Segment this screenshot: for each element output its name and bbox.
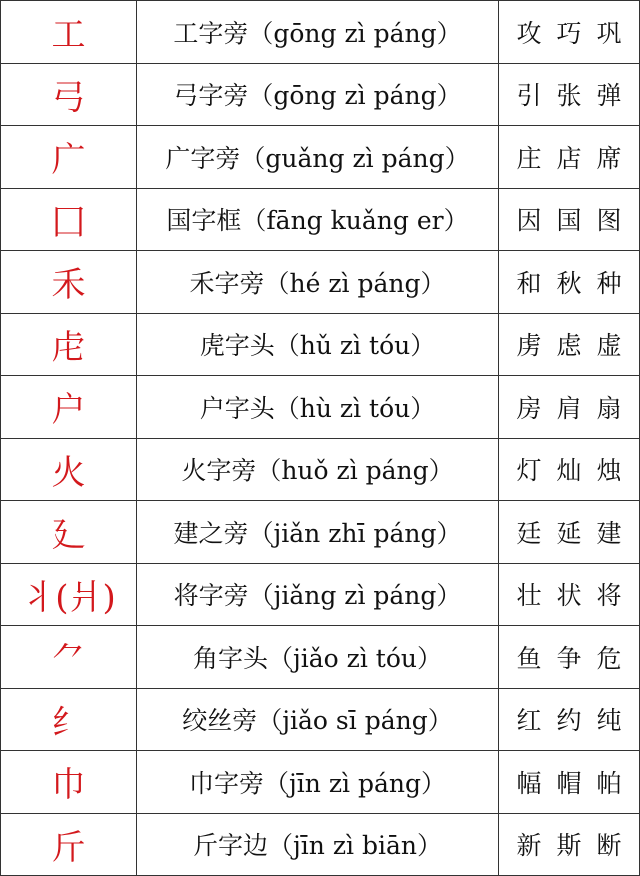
example-chars-cell xyxy=(498,501,640,563)
radical-name-cell xyxy=(136,64,498,126)
radical-glyph: 斤 xyxy=(52,820,86,869)
radical-cell xyxy=(0,751,136,813)
example-chars-cell xyxy=(498,439,640,501)
radical-glyph: 工 xyxy=(52,7,86,56)
example-chars-cell xyxy=(498,689,640,751)
radical-name: 角字头（jiǎo zì tóu） xyxy=(193,639,442,675)
radical-cell xyxy=(0,501,136,563)
radical-name: 建之旁（jiǎn zhī páng） xyxy=(174,514,462,550)
radical-glyph: 户 xyxy=(52,382,86,431)
radical-cell xyxy=(0,564,136,626)
example-chars: 庄店席 xyxy=(501,139,636,175)
radical-cell xyxy=(0,689,136,751)
example-chars-cell xyxy=(498,626,640,688)
radical-name: 广字旁（guǎng zì páng） xyxy=(165,139,469,175)
example-chars-cell xyxy=(498,1,640,63)
radical-cell xyxy=(0,439,136,501)
radical-name: 将字旁（jiǎng zì páng） xyxy=(174,576,462,612)
radical-name-cell xyxy=(136,251,498,313)
table-row xyxy=(0,689,640,752)
example-chars-cell xyxy=(498,814,640,876)
table-row xyxy=(0,501,640,564)
radical-name-cell xyxy=(136,1,498,63)
example-chars-cell xyxy=(498,189,640,251)
table-row xyxy=(0,814,640,876)
radical-cell xyxy=(0,251,136,313)
example-chars: 灯灿烛 xyxy=(501,451,636,487)
example-chars: 幅帽帕 xyxy=(501,764,636,800)
radical-name-cell xyxy=(136,314,498,376)
radical-cell xyxy=(0,814,136,876)
radical-cell xyxy=(0,64,136,126)
table-row xyxy=(0,439,640,502)
radical-cell xyxy=(0,314,136,376)
example-chars-cell xyxy=(498,64,640,126)
radical-name-cell xyxy=(136,564,498,626)
example-chars-cell xyxy=(498,314,640,376)
radical-name: 工字旁（gōng zì páng） xyxy=(173,14,461,50)
radical-glyph: 弓 xyxy=(52,70,86,119)
radical-name: 弓字旁（gōng zì páng） xyxy=(173,76,461,112)
table-row xyxy=(0,751,640,814)
radical-cell xyxy=(0,626,136,688)
radical-glyph: 廴 xyxy=(52,507,86,556)
example-chars: 引张弹 xyxy=(501,76,636,112)
radical-cell xyxy=(0,1,136,63)
radical-glyph: ⺈ xyxy=(52,632,86,681)
example-chars-cell xyxy=(498,251,640,313)
radical-name-cell xyxy=(136,814,498,876)
table-row xyxy=(0,564,640,627)
table-row xyxy=(0,126,640,189)
radical-name: 虎字头（hǔ zì tóu） xyxy=(200,326,435,362)
table-row xyxy=(0,251,640,314)
radical-glyph: 虍 xyxy=(52,320,86,369)
example-chars-cell xyxy=(498,751,640,813)
example-chars: 虏虑虚 xyxy=(501,326,636,362)
radical-glyph: 囗 xyxy=(52,195,86,244)
radical-name: 禾字旁（hé zì páng） xyxy=(190,264,446,300)
example-chars-cell xyxy=(498,564,640,626)
radical-name: 巾字旁（jīn zì páng） xyxy=(189,764,446,800)
table-row xyxy=(0,64,640,127)
example-chars: 廷延建 xyxy=(501,514,636,550)
radical-name-cell xyxy=(136,126,498,188)
table-row xyxy=(0,626,640,689)
table-row xyxy=(0,189,640,252)
radical-name-cell xyxy=(136,501,498,563)
radical-name-cell xyxy=(136,751,498,813)
radical-name-cell xyxy=(136,626,498,688)
example-chars: 和秋种 xyxy=(501,264,636,300)
radical-name: 绞丝旁（jiǎo sī páng） xyxy=(182,701,452,737)
radical-glyph: 广 xyxy=(52,132,86,181)
radical-name-cell xyxy=(136,439,498,501)
radical-cell xyxy=(0,126,136,188)
radical-glyph: 丬(爿) xyxy=(21,570,116,619)
example-chars: 新斯断 xyxy=(501,826,636,862)
table-row xyxy=(0,376,640,439)
radical-glyph: 火 xyxy=(52,445,86,494)
example-chars-cell xyxy=(498,376,640,438)
example-chars: 红约纯 xyxy=(501,701,636,737)
example-chars: 因国图 xyxy=(501,201,636,237)
radical-name-cell xyxy=(136,189,498,251)
example-chars: 房肩扇 xyxy=(501,389,636,425)
radical-name: 火字旁（huǒ zì páng） xyxy=(181,451,453,487)
example-chars: 鱼争危 xyxy=(501,639,636,675)
radical-glyph: 巾 xyxy=(52,757,86,806)
table-row xyxy=(0,314,640,377)
example-chars-cell xyxy=(498,126,640,188)
radical-cell xyxy=(0,189,136,251)
radical-name: 国字框（fāng kuǎng er） xyxy=(166,201,468,237)
example-chars: 壮状将 xyxy=(501,576,636,612)
radical-name-cell xyxy=(136,689,498,751)
radical-glyph: 纟 xyxy=(52,695,86,744)
table-row xyxy=(0,1,640,64)
radical-name: 户字头（hù zì tóu） xyxy=(200,389,435,425)
radical-name-cell xyxy=(136,376,498,438)
example-chars: 攻巧巩 xyxy=(501,14,636,50)
radical-glyph: 禾 xyxy=(52,257,86,306)
radical-cell xyxy=(0,376,136,438)
radical-name: 斤字边（jīn zì biān） xyxy=(193,826,442,862)
